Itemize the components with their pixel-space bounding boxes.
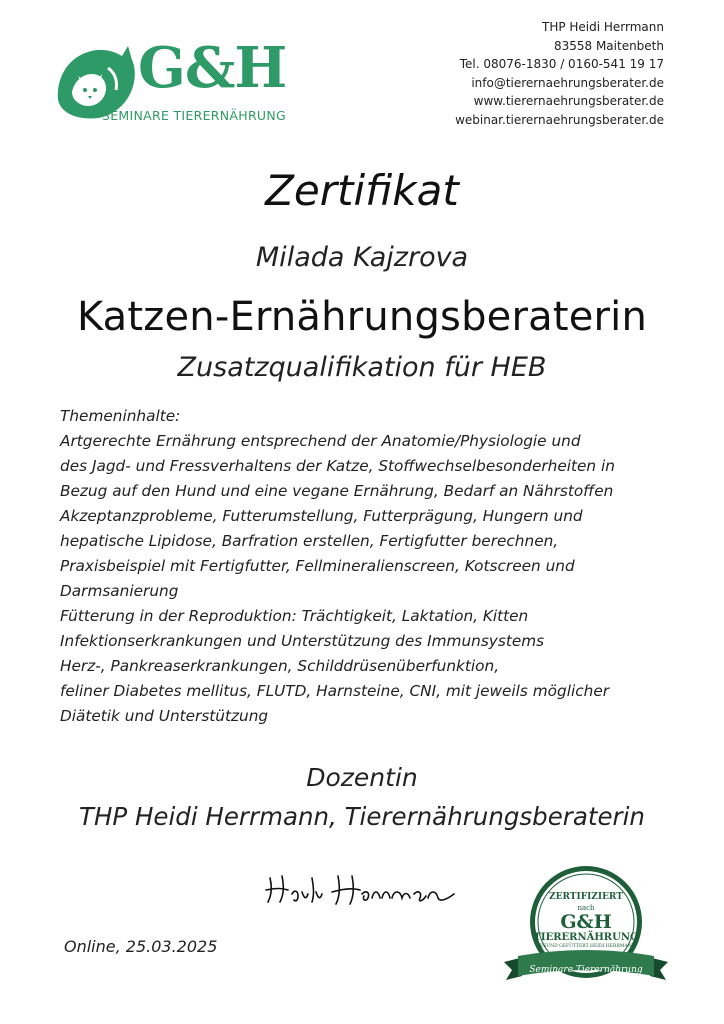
topics-line: hepatische Lipidose, Barfration erstellen, Fertigfutter berechnen,: [60, 532, 559, 550]
topics-line: Bezug auf den Hund und eine vegane Ernährung, Bedarf an Nährstoffen: [60, 482, 614, 500]
seal-line-1: ZERTIFIZIERT: [549, 892, 623, 902]
seal-line-5: GESUND GEFÜTTERT HEIDI HERRMANN: [536, 944, 636, 949]
seal-line-4: TIERERNÄHRUNG: [533, 932, 639, 943]
contact-webinar-website[interactable]: webinar.tierernaehrungsberater.de: [455, 112, 664, 127]
topics-line: Fütterung in der Reproduktion: Trächtigkeit, Laktation, Kitten: [60, 607, 529, 625]
lecturer-name: THP Heidi Herrmann, Tierernährungsberaterin: [79, 802, 645, 831]
topics-line: Artgerechte Ernährung entsprechend der Anatomie/Physiologie und: [60, 432, 581, 450]
recipient-name: Milada Kajzrova: [255, 242, 469, 273]
topics-line: feliner Diabetes mellitus, FLUTD, Harnsteine, CNI, mit jeweils möglicher: [60, 682, 610, 700]
seal-line-2: nach: [577, 904, 595, 912]
qualification-subtitle: Zusatzqualifikation für HEB: [177, 352, 547, 383]
contact-block: [455, 18, 664, 129]
seal-ribbon-text: Seminare Tierernährung: [529, 965, 643, 975]
certificate-title: Zertifikat: [265, 166, 459, 215]
contact-address: 83558 Maitenbeth: [553, 38, 664, 53]
certification-seal: [500, 864, 672, 1000]
topics-line: des Jagd- und Fressverhaltens der Katze, Stoffwechselbesonderheiten in: [60, 457, 615, 475]
contact-phone: Tel. 08076-1830 / 0160-541 19 17: [459, 57, 664, 71]
contact-website[interactable]: www.tierernaehrungsberater.de: [473, 94, 664, 108]
place-and-date: Online, 25.03.2025: [64, 937, 218, 956]
contact-name: THP Heidi Herrmann: [541, 20, 664, 34]
topics-line: Akzeptanzprobleme, Futterumstellung, Futterprägung, Hungern und: [60, 507, 583, 525]
seal-line-3: G&H: [560, 911, 612, 933]
topics-heading: Themeninhalte:: [60, 407, 181, 425]
logo-title: G&H: [138, 35, 287, 101]
handwritten-signature: [262, 864, 462, 912]
topics-line: Herz-, Pankreaserkrankungen, Schilddrüsenüberfunktion,: [60, 657, 500, 675]
topics-line: Darmsanierung: [60, 582, 179, 600]
logo-subtitle: SEMINARE TIERERNÄHRUNG: [102, 108, 287, 123]
topics-line: Infektionserkrankungen und Unterstützung des Immunsystems: [60, 632, 545, 650]
lecturer-label: Dozentin: [306, 763, 418, 792]
profession-title: Katzen-Ernährungsberaterin: [76, 294, 648, 340]
contact-email[interactable]: info@tierernaehrungsberater.de: [471, 75, 664, 90]
topics-line: Praxisbeispiel mit Fertigfutter, Fellmineralienscreen, Kotscreen und: [60, 557, 575, 575]
topics-line: Diätetik und Unterstützung: [60, 707, 269, 725]
topics-section: [60, 404, 680, 729]
